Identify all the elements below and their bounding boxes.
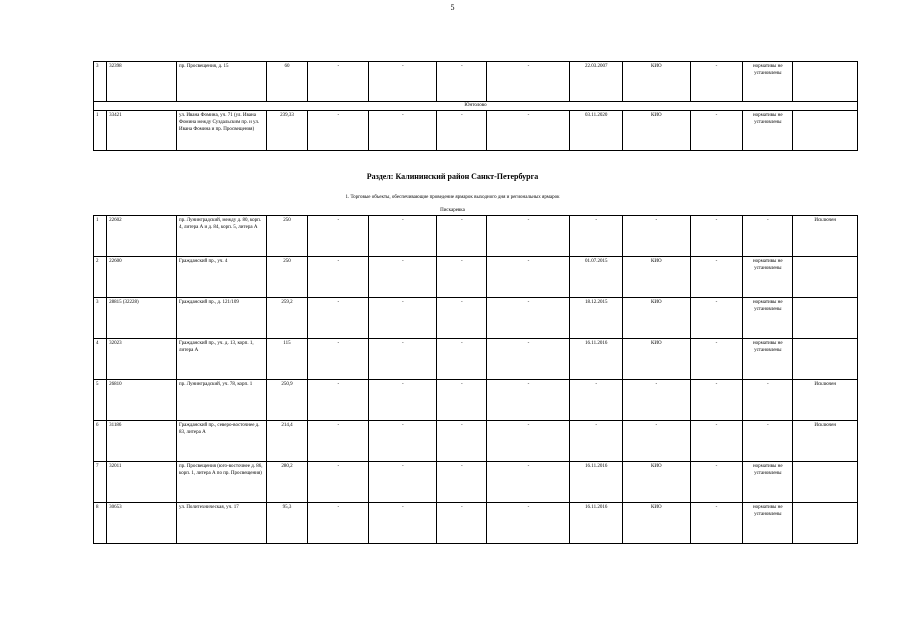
registry-table-bottom (93, 215, 858, 544)
table-cell: - (437, 62, 487, 102)
table-cell: - (308, 216, 369, 257)
table-cell: 22600 (107, 257, 177, 298)
table-cell: 280,2 (266, 462, 308, 503)
table-cell: 33421 (107, 111, 177, 151)
table-cell: нормативы не установлены (743, 462, 793, 503)
table-cell: - (308, 380, 369, 421)
table-cell: - (369, 62, 437, 102)
table-cell: - (308, 421, 369, 462)
table-cell: - (690, 111, 742, 151)
table-cell: - (437, 380, 487, 421)
table-cell: КИО (622, 111, 690, 151)
table-cell: - (369, 421, 437, 462)
table-cell: 3 (94, 298, 107, 339)
table-cell: - (308, 339, 369, 380)
table-cell: 18.12.2015 (570, 298, 622, 339)
table-cell: - (743, 216, 793, 257)
table-cell: - (487, 380, 570, 421)
table-cell: - (369, 216, 437, 257)
table-row (94, 503, 858, 544)
table-cell: - (690, 298, 742, 339)
table-row (94, 462, 858, 503)
table-cell: пр. Лунинградский, уч. 78, корп. 1 (177, 380, 267, 421)
table-cell: Исключен (793, 216, 858, 257)
table-cell: 32398 (107, 62, 177, 102)
table-cell: - (487, 339, 570, 380)
table-cell: - (437, 462, 487, 503)
table-row (94, 380, 858, 421)
table-cell: - (570, 216, 622, 257)
table-cell: - (487, 503, 570, 544)
table-cell: 31186 (107, 421, 177, 462)
table-cell: - (487, 257, 570, 298)
table-cell: - (437, 257, 487, 298)
table-cell: - (690, 462, 742, 503)
table-cell: - (622, 380, 690, 421)
table-cell: - (570, 380, 622, 421)
table-cell: - (690, 339, 742, 380)
table-cell: 32023 (107, 339, 177, 380)
table-cell: 95,3 (266, 503, 308, 544)
table-cell: 250 (266, 216, 308, 257)
table-cell: пр. Просвещения, д. 15 (177, 62, 267, 102)
table-cell: 214,4 (266, 421, 308, 462)
table-cell: - (690, 257, 742, 298)
table-cell: пр. Просвещения (юго-восточнее д. 86, корп. 1, литера А по пр. Просвещения) (177, 462, 267, 503)
table-cell: - (487, 111, 570, 151)
table-cell: - (369, 462, 437, 503)
table-cell: 239,33 (266, 111, 308, 151)
section-title: Раздел: Калининский район Санкт-Петербурга (366, 172, 539, 181)
district-band: Пискаревка (440, 208, 465, 213)
table-cell: ул. Ивана Фомина, уч. 71 (ул. Ивана Фомина между Суздальским пр. и ул. Ивана Фомина и пр. Просвещения) (177, 111, 267, 151)
table-cell: 22.03.2007 (570, 62, 622, 102)
table-cell: - (487, 62, 570, 102)
table-cell: - (487, 298, 570, 339)
table-cell: - (743, 380, 793, 421)
table-cell: КИО (622, 503, 690, 544)
table-cell: - (690, 380, 742, 421)
table-cell: 2 (94, 257, 107, 298)
table-cell: - (369, 339, 437, 380)
table-cell: Гражданский пр., уч. д. 13, корп. 1, литера А (177, 339, 267, 380)
table-row (94, 216, 858, 257)
table-cell: ул. Политехническая, уч. 17 (177, 503, 267, 544)
table-cell: КИО (622, 257, 690, 298)
table-cell: 6 (94, 421, 107, 462)
table-cell: нормативы не установлены (743, 298, 793, 339)
table-cell: 1 (94, 111, 107, 151)
table-cell: - (487, 421, 570, 462)
table-cell: - (570, 421, 622, 462)
table-row (94, 111, 858, 151)
table-cell: нормативы не установлены (743, 257, 793, 298)
table-cell: - (690, 503, 742, 544)
table-cell: 16.11.2016 (570, 462, 622, 503)
district-band-label: Юнтолово (94, 102, 858, 111)
table-cell: 115 (266, 339, 308, 380)
table-cell: КИО (622, 339, 690, 380)
table-row (94, 298, 858, 339)
table-cell: Гражданский пр., северо-восточнее д. 83, литера А (177, 421, 267, 462)
registry-table-top (93, 61, 858, 151)
table-cell: - (369, 503, 437, 544)
table-cell: - (308, 298, 369, 339)
table-cell: 03.11.2020 (570, 111, 622, 151)
table-cell: 32011 (107, 462, 177, 503)
section-subtitle: 1. Торговые объекты, обеспечивающие проведение ярмарок выходного дня и региональных ярмарок (345, 195, 560, 200)
table-cell: - (437, 216, 487, 257)
table-cell: КИО (622, 462, 690, 503)
table-cell: - (437, 421, 487, 462)
table-cell: Гражданский пр., д. 121/109 (177, 298, 267, 339)
table-cell: - (622, 421, 690, 462)
table-cell: - (369, 380, 437, 421)
district-band-row (94, 102, 858, 111)
table-cell: - (487, 216, 570, 257)
table-cell (793, 62, 858, 102)
table-cell: - (690, 421, 742, 462)
table-cell: 3 (94, 62, 107, 102)
table-cell: 22602 (107, 216, 177, 257)
table-cell (793, 298, 858, 339)
table-cell: 1 (94, 216, 107, 257)
table-cell: 28815 (32228) (107, 298, 177, 339)
table-cell: - (690, 216, 742, 257)
table-cell: - (369, 111, 437, 151)
table-cell: - (487, 462, 570, 503)
table-cell: 01.07.2015 (570, 257, 622, 298)
table-cell: - (308, 503, 369, 544)
table-cell: - (308, 111, 369, 151)
table-cell: Исключен (793, 380, 858, 421)
page-number: 5 (450, 3, 455, 12)
table-cell: 4 (94, 339, 107, 380)
table-cell: 30653 (107, 503, 177, 544)
table-cell: 26810 (107, 380, 177, 421)
table-cell: КИО (622, 62, 690, 102)
table-cell: Гражданский пр., уч. 4 (177, 257, 267, 298)
table-cell: - (308, 462, 369, 503)
table-cell (793, 462, 858, 503)
table-cell (793, 339, 858, 380)
table-cell: - (437, 111, 487, 151)
table-cell: 16.11.2016 (570, 339, 622, 380)
table-row (94, 339, 858, 380)
table-cell: 250 (266, 257, 308, 298)
table-cell: Исключен (793, 421, 858, 462)
table-cell: 7 (94, 462, 107, 503)
table-cell (793, 111, 858, 151)
table-cell: 8 (94, 503, 107, 544)
table-cell: - (369, 298, 437, 339)
table-cell: нормативы не установлены (743, 339, 793, 380)
table-cell: - (437, 298, 487, 339)
table-cell: - (690, 62, 742, 102)
table-row (94, 257, 858, 298)
table-cell: 5 (94, 380, 107, 421)
table-cell: КИО (622, 298, 690, 339)
table-cell (793, 503, 858, 544)
table-cell: - (369, 257, 437, 298)
table-cell: 259,2 (266, 298, 308, 339)
table-cell: 16.11.2016 (570, 503, 622, 544)
table-cell: - (437, 503, 487, 544)
table-cell: нормативы не установлены (743, 503, 793, 544)
table-cell: 250,9 (266, 380, 308, 421)
table-cell: 60 (266, 62, 308, 102)
table-cell (793, 257, 858, 298)
table-cell: - (622, 216, 690, 257)
table-cell: нормативы не установлены (743, 62, 793, 102)
table-cell: - (437, 339, 487, 380)
table-cell: пр. Лунинградский, между д. 80, корп. 4, литера А и д. 84, корп. 5, литера А (177, 216, 267, 257)
table-cell: - (308, 62, 369, 102)
table-cell: нормативы не установлены (743, 111, 793, 151)
table-cell: - (308, 257, 369, 298)
table-cell: - (743, 421, 793, 462)
table-row (94, 421, 858, 462)
table-row (94, 62, 858, 102)
